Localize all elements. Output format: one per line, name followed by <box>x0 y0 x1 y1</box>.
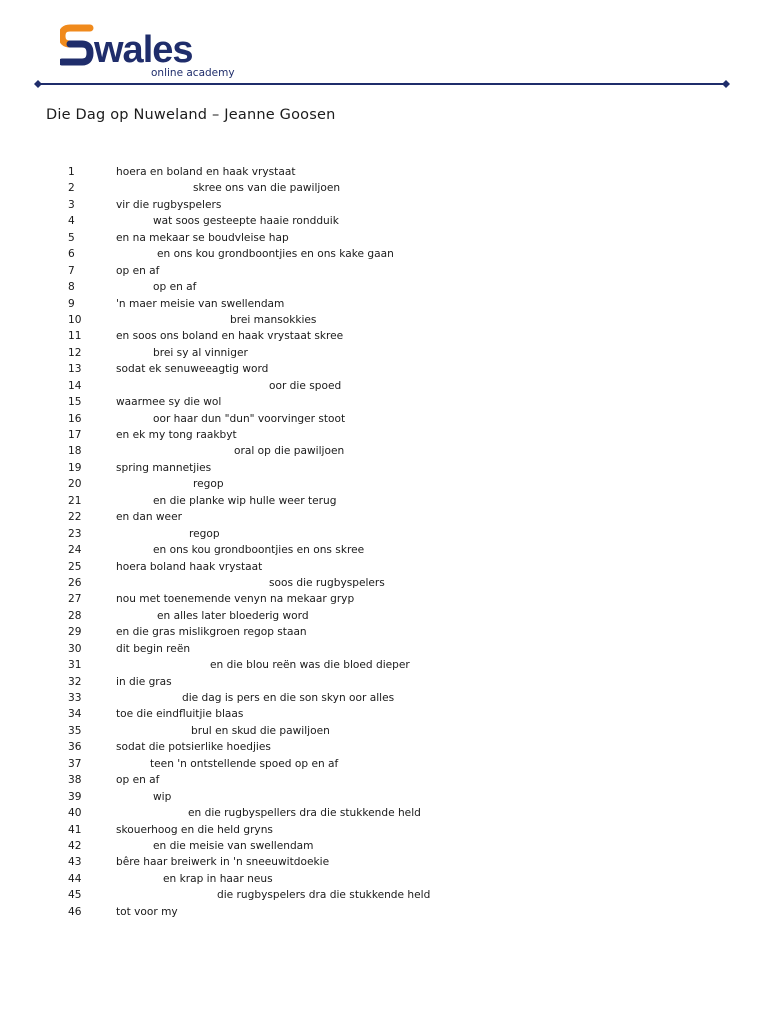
line-text: hoera boland haak vrystaat <box>116 560 263 573</box>
line-text: 'n maer meisie van swellendam <box>116 297 285 310</box>
line-number: 33 <box>68 692 82 704</box>
line-number: 26 <box>68 576 82 589</box>
line-number: 38 <box>68 774 82 787</box>
line-number: 6 <box>68 248 75 261</box>
line-text: waarmee sy die wol <box>116 396 222 409</box>
poem-line <box>0 164 768 180</box>
poem-line <box>0 756 768 772</box>
poem-line <box>0 411 768 427</box>
line-text: en die blou reën was die bloed dieper <box>210 659 410 672</box>
line-number: 4 <box>68 215 75 228</box>
line-text: hoera en boland en haak vrystaat <box>116 166 296 178</box>
poem-line <box>0 854 768 870</box>
line-text: oral op die pawiljoen <box>234 445 345 458</box>
line-text: vir die rugbyspelers <box>116 198 222 211</box>
line-text: dit begin reën <box>116 642 191 655</box>
poem-line <box>0 575 768 591</box>
poem-line <box>0 279 768 295</box>
line-text: op en af <box>116 264 160 277</box>
poem-line <box>0 706 768 722</box>
poem-line <box>0 312 768 328</box>
line-text: die rugbyspelers dra die stukkende held <box>217 889 431 902</box>
line-text: en die gras mislikgroen regop staan <box>116 626 307 639</box>
line-text: en ons kou grondboontjies en ons skree <box>153 544 365 557</box>
line-number: 13 <box>68 363 82 376</box>
line-number: 45 <box>68 889 82 902</box>
line-number: 41 <box>68 823 82 836</box>
line-text: regop <box>189 527 220 540</box>
poem-line <box>0 443 768 459</box>
poem-line <box>0 542 768 558</box>
poem-line <box>0 690 768 706</box>
poem-line <box>0 674 768 690</box>
line-number: 19 <box>68 461 82 474</box>
line-text: en alles later bloederig word <box>157 609 309 622</box>
poem-line <box>0 838 768 854</box>
poem-line <box>0 361 768 377</box>
poem-line <box>0 739 768 755</box>
line-number: 22 <box>68 511 82 524</box>
line-text: op en af <box>116 774 160 787</box>
line-number: 8 <box>68 281 75 294</box>
line-number: 11 <box>68 330 82 343</box>
poem-line <box>0 805 768 821</box>
line-number: 24 <box>68 544 82 557</box>
poem-line <box>0 378 768 394</box>
line-number: 25 <box>68 560 82 573</box>
line-text: en ek my tong raakbyt <box>116 429 237 441</box>
poem-line <box>0 493 768 509</box>
line-text: soos die rugbyspelers <box>269 576 385 589</box>
line-number: 28 <box>68 609 82 622</box>
line-number: 31 <box>68 659 82 672</box>
line-number: 35 <box>68 724 82 737</box>
line-number: 46 <box>68 905 82 918</box>
line-number: 43 <box>68 856 82 869</box>
line-text: en dan weer <box>116 511 182 524</box>
line-text: skree ons van die pawiljoen <box>193 182 341 195</box>
line-number: 36 <box>68 741 82 754</box>
poem-line <box>0 213 768 229</box>
line-text: tot voor my <box>116 905 178 918</box>
line-text: teen 'n ontstellende spoed op en af <box>150 757 339 770</box>
line-text: sodat ek senuweeagtig word <box>116 363 269 376</box>
line-number: 3 <box>68 198 75 211</box>
line-text: wat soos gesteepte haaie rondduik <box>153 215 339 228</box>
line-text: en krap in haar neus <box>163 872 273 885</box>
document-title: Die Dag op Nuweland – Jeanne Goosen <box>46 107 336 123</box>
line-text: spring mannetjies <box>116 461 212 474</box>
line-number: 30 <box>68 642 82 655</box>
poem-line <box>0 328 768 344</box>
line-text: op en af <box>153 281 197 294</box>
poem-line <box>0 476 768 492</box>
line-number: 32 <box>68 675 82 688</box>
poem-line <box>0 772 768 788</box>
poem-line <box>0 246 768 262</box>
poem-line <box>0 263 768 279</box>
poem-line <box>0 871 768 887</box>
line-number: 12 <box>68 346 82 359</box>
line-text: brei mansokkies <box>230 313 317 326</box>
header-divider <box>34 80 730 88</box>
line-number: 23 <box>68 527 82 540</box>
line-text: sodat die potsierlike hoedjies <box>116 741 271 754</box>
line-text: skouerhoog en die held gryns <box>116 823 273 836</box>
swales-logo <box>60 24 250 80</box>
poem-line <box>0 608 768 624</box>
poem-line <box>0 657 768 673</box>
line-text: nou met toenemende venyn na mekaar gryp <box>116 593 355 606</box>
line-text: oor die spoed <box>269 379 342 392</box>
poem-line <box>0 559 768 575</box>
poem-line <box>0 509 768 525</box>
poem-lines <box>0 164 768 920</box>
line-number: 27 <box>68 593 82 606</box>
line-number: 42 <box>68 839 82 852</box>
line-text: en ons kou grondboontjies en ons kake gaan <box>157 248 394 261</box>
line-text: toe die eindfluitjie blaas <box>116 708 244 721</box>
line-number: 20 <box>68 478 82 491</box>
line-text: en soos ons boland en haak vrystaat skree <box>116 330 344 343</box>
line-number: 5 <box>68 231 75 244</box>
poem-line <box>0 180 768 196</box>
poem-line <box>0 296 768 312</box>
line-number: 34 <box>68 708 82 721</box>
line-number: 7 <box>68 264 75 277</box>
line-number: 39 <box>68 790 82 803</box>
poem-line <box>0 460 768 476</box>
poem-line <box>0 822 768 838</box>
poem-line <box>0 345 768 361</box>
line-number: 29 <box>68 626 82 639</box>
poem-line <box>0 197 768 213</box>
line-number: 15 <box>68 396 82 409</box>
line-number: 21 <box>68 494 82 507</box>
poem-line <box>0 591 768 607</box>
line-text: brul en skud die pawiljoen <box>191 724 330 737</box>
line-number: 44 <box>68 872 82 885</box>
line-number: 1 <box>68 166 75 178</box>
line-text: regop <box>193 478 224 491</box>
logo-wordmark: wales <box>94 29 193 71</box>
line-number: 14 <box>68 379 82 392</box>
poem-line <box>0 641 768 657</box>
poem-line <box>0 624 768 640</box>
poem-line <box>0 723 768 739</box>
poem-line <box>0 526 768 542</box>
line-number: 9 <box>68 297 75 310</box>
line-text: en die rugbyspellers dra die stukkende held <box>188 807 421 820</box>
line-number: 2 <box>68 182 75 195</box>
poem-line <box>0 789 768 805</box>
line-text: wip <box>153 790 172 803</box>
poem-line <box>0 904 768 920</box>
poem-line <box>0 230 768 246</box>
line-number: 37 <box>68 757 82 770</box>
line-text: die dag is pers en die son skyn oor alles <box>182 692 395 704</box>
poem-line <box>0 887 768 903</box>
line-number: 17 <box>68 429 82 441</box>
poem-line <box>0 394 768 410</box>
line-text: brei sy al vinniger <box>153 346 248 359</box>
line-number: 10 <box>68 313 82 326</box>
line-text: oor haar dun "dun" voorvinger stoot <box>153 412 346 425</box>
line-number: 16 <box>68 412 82 425</box>
logo-tagline: online academy <box>151 67 235 79</box>
line-text: en die planke wip hulle weer terug <box>153 494 337 507</box>
line-number: 40 <box>68 807 82 820</box>
line-text: in die gras <box>116 675 172 688</box>
poem-line <box>0 427 768 443</box>
line-number: 18 <box>68 445 82 458</box>
line-text: en na mekaar se boudvleise hap <box>116 231 289 244</box>
line-text: bêre haar breiwerk in 'n sneeuwitdoekie <box>116 856 330 869</box>
line-text: en die meisie van swellendam <box>153 839 314 852</box>
